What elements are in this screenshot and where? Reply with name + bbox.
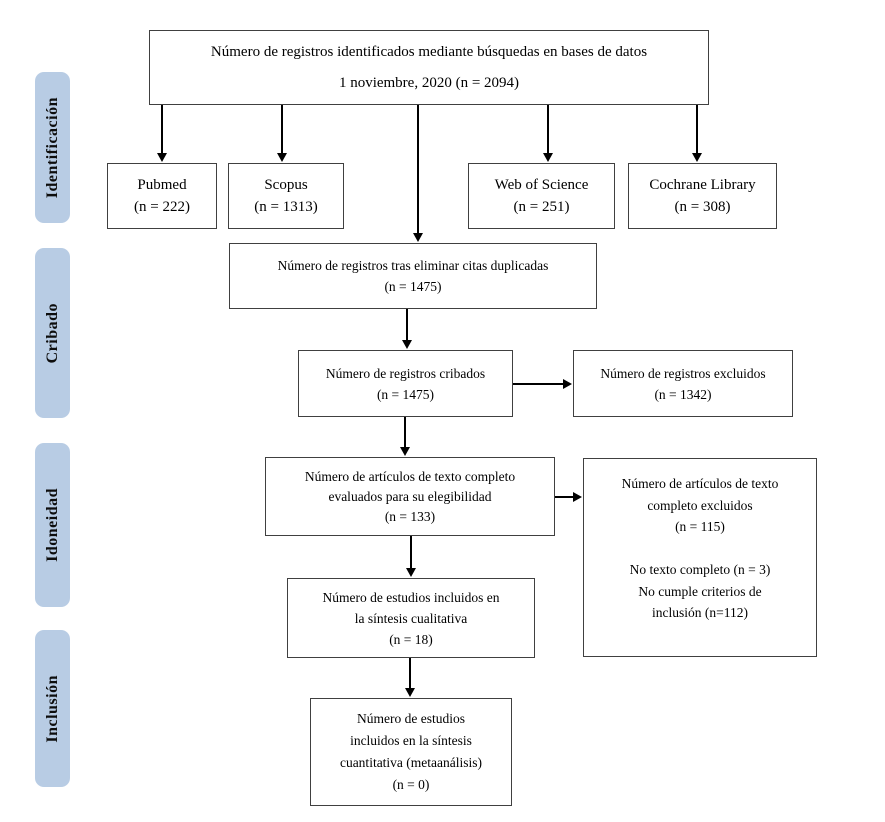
deduplicated-count: (n = 1475) [384,279,442,294]
arrow-identified-to-deduplicated [412,105,424,242]
box-records-identified [149,30,709,105]
box-records-excluded [573,350,793,417]
stage-identification-label: Identificación [43,96,61,199]
fulltext-assessed-count: (n = 133) [384,508,436,524]
stage-eligibility-label: Idoneidad [43,488,61,562]
records-excluded-text: Número de registros excluidos [600,365,766,381]
stage-identification [35,72,70,223]
arrow-qualitative-to-quantitative [404,658,416,697]
web-of-science-label: Web of Science [494,177,589,193]
box-fulltext-assessed [265,457,555,536]
fulltext-excluded-text1: Número de artículos de texto [621,476,779,491]
pubmed-count: (n = 222) [134,199,190,215]
deduplicated-text: Número de registros tras eliminar citas duplicadas [277,258,549,273]
records-screened-count: (n = 1475) [376,386,435,402]
fulltext-excluded-count: (n = 115) [675,519,725,534]
quantitative-text2: incluidos en la síntesis [350,733,472,748]
scopus-count: (n = 1313) [254,199,318,215]
fulltext-excluded-text2: completo excluidos [647,497,753,513]
box-web-of-science [468,163,615,229]
box-quantitative-synthesis [310,698,512,806]
records-excluded-count: (n = 1342) [654,386,712,402]
cochrane-library-count: (n = 308) [674,199,731,215]
box-cochrane-library [628,163,777,229]
qualitative-count: (n = 18) [389,631,433,647]
box-scopus [228,163,344,229]
fulltext-assessed-text1: Número de artículos de texto completo [304,468,516,484]
fulltext-excluded-spacer [590,538,810,560]
stage-eligibility [35,443,70,607]
stage-inclusion [35,630,70,787]
records-screened-text: Número de registros cribados [325,365,486,381]
fulltext-excluded-reason1: No texto completo (n = 3) [629,562,771,577]
web-of-science-count: (n = 251) [513,199,570,215]
arrow-fulltext-to-fulltext-excluded [555,491,582,503]
arrow-identified-to-cochrane [691,105,703,162]
scopus-label: Scopus [264,177,308,193]
stage-screening-label: Cribado [43,302,61,364]
qualitative-text2: la síntesis cualitativa [354,610,468,626]
pubmed-label: Pubmed [137,177,187,193]
stage-screening [35,248,70,418]
records-identified-text: Número de registros identificados mediante búsquedas en bases de datos [210,43,648,60]
box-pubmed [107,163,217,229]
quantitative-text3: cuantitativa (metaanálisis) [339,755,483,770]
records-identified-count: 1 noviembre, 2020 (n = 2094) [338,74,520,91]
box-fulltext-excluded [583,458,817,657]
cochrane-library-label: Cochrane Library [649,177,756,193]
box-deduplicated-records [229,243,597,309]
arrow-deduplicated-to-screened [401,309,413,349]
fulltext-excluded-reason2b: inclusión (n=112) [652,605,748,620]
quantitative-count: (n = 0) [392,777,430,792]
arrow-identified-to-scopus [276,105,288,162]
box-records-screened [298,350,513,417]
quantitative-text1: Número de estudios [357,711,465,726]
arrow-fulltext-to-qualitative [405,536,417,577]
arrow-identified-to-wos [542,105,554,162]
arrow-screened-to-records-excluded [513,378,572,390]
arrow-identified-to-pubmed [156,105,168,162]
arrow-screened-to-fulltext [399,417,411,456]
qualitative-text1: Número de estudios incluidos en [322,589,500,605]
stage-inclusion-label: Inclusión [43,674,61,743]
box-qualitative-synthesis [287,578,535,658]
fulltext-excluded-reason2a: No cumple criterios de [638,583,762,599]
fulltext-assessed-text2: evaluados para su elegibilidad [328,488,492,504]
